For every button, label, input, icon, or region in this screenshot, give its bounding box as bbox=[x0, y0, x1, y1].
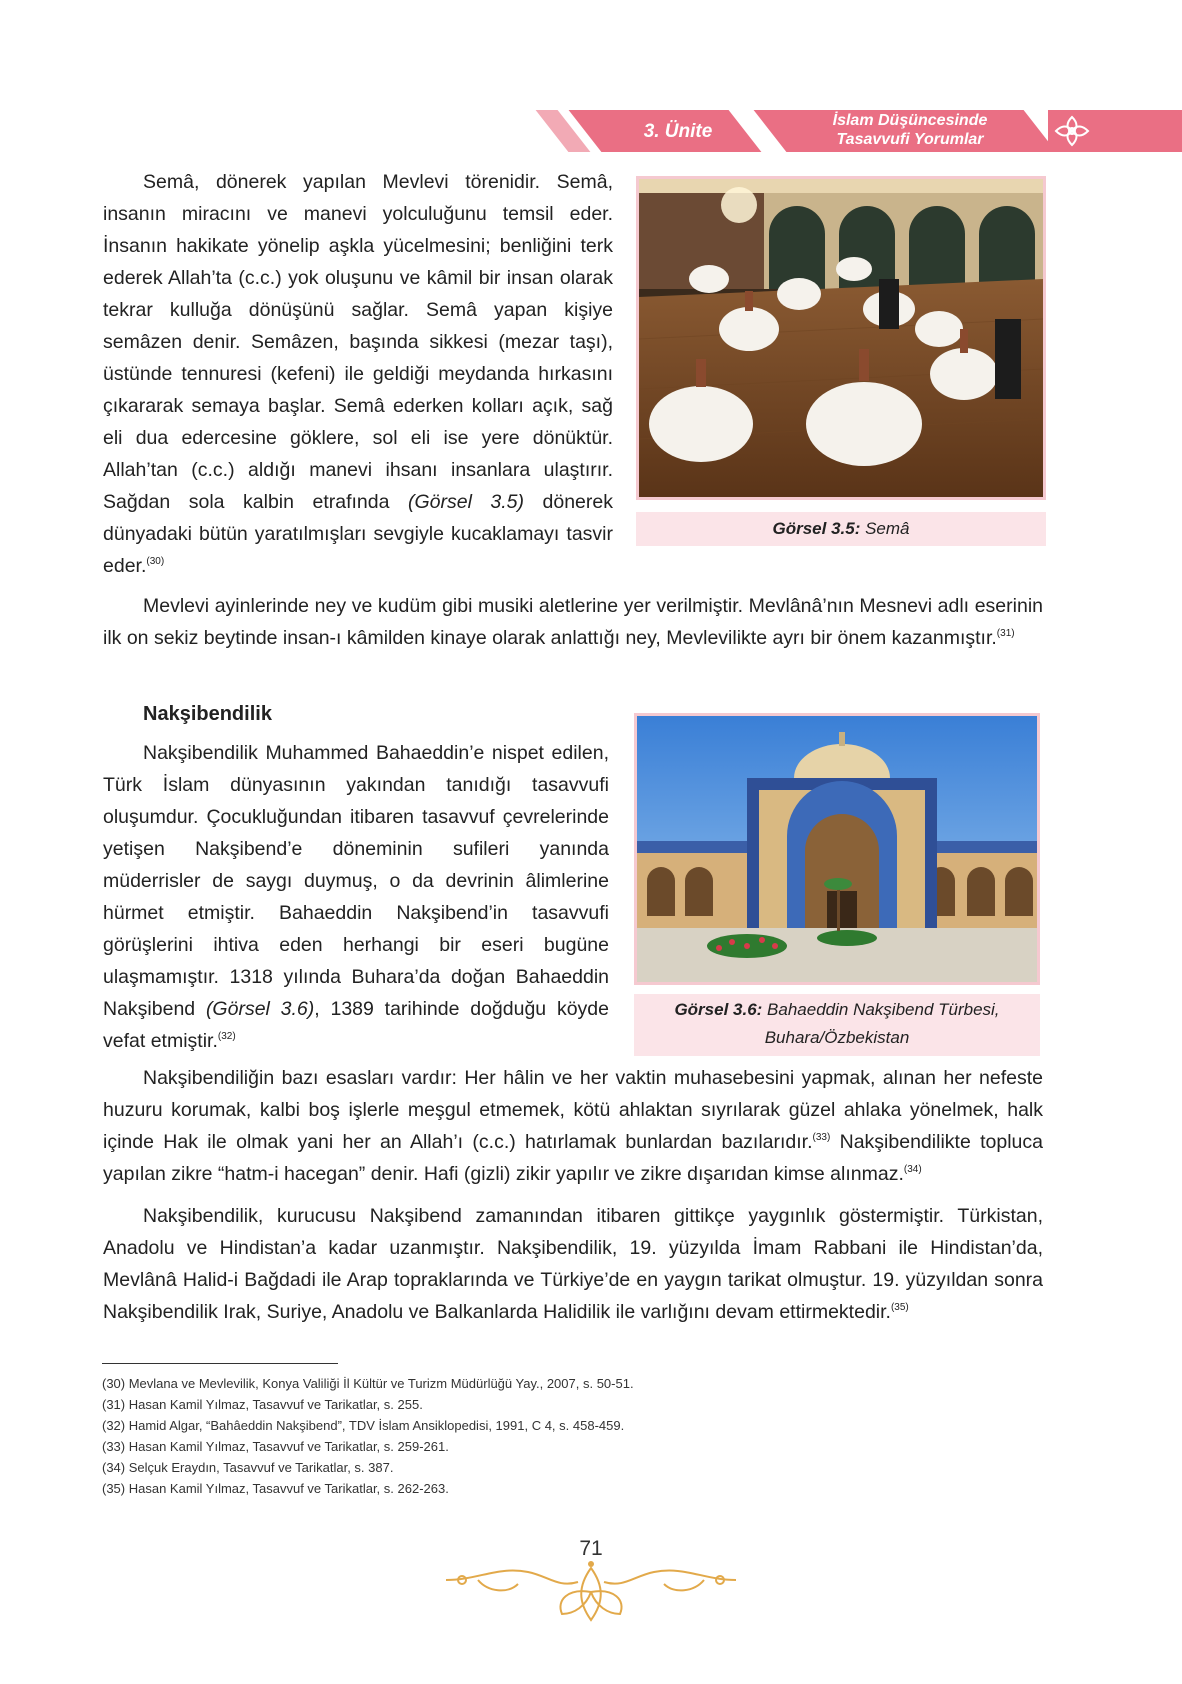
figure-3-6-caption bbox=[634, 994, 1040, 1056]
sema-paragraph bbox=[103, 166, 613, 582]
sema-photo bbox=[636, 176, 1046, 500]
figure-3-5-caption bbox=[636, 512, 1046, 546]
figure-3-6-caption-line1 bbox=[634, 996, 1040, 1024]
section-heading: Nakşibendilik bbox=[143, 703, 272, 725]
footnote-marker-35: (35) bbox=[890, 1302, 909, 1313]
footnote-divider bbox=[102, 1363, 338, 1364]
figure-3-5-text: Semâ bbox=[860, 519, 910, 538]
footnote-35: (35) Hasan Kamil Yılmaz, Tasavvuf ve Tarikatlar, s. 262-263. bbox=[102, 1481, 449, 1496]
footnote-31: (31) Hasan Kamil Yılmaz, Tasavvuf ve Tarikatlar, s. 255. bbox=[102, 1397, 423, 1412]
footnote-32: (32) Hamid Algar, “Bahâeddin Nakşibend”, TDV İslam Ansiklopedisi, 1991, C 4, s. 458-459. bbox=[102, 1418, 625, 1433]
footnote-30: (30) Mevlana ve Mevlevilik, Konya Valiliği İl Kültür ve Turizm Müdürlüğü Yay., 2007, s. 50-51. bbox=[102, 1376, 634, 1391]
figure-3-6-caption-line2: Buhara/Özbekistan bbox=[764, 1028, 910, 1047]
figure-ref-3-5: (Görsel 3.5) bbox=[407, 491, 525, 513]
floral-ornament-icon bbox=[438, 1558, 744, 1628]
unit-topic-line2: Tasavvufi Yorumlar bbox=[836, 131, 984, 148]
footnote-33: (33) Hasan Kamil Yılmaz, Tasavvuf ve Tarikatlar, s. 259-261. bbox=[102, 1439, 449, 1454]
yayilma-text: Nakşibendilik, kurucusu Nakşibend zamanından itibaren gittikçe yaygınlık göstermiştir. Türkistan, Anadolu ve Hindistan’a kadar uzanmıştır. Nakşibendilik, 19. yüzyılda İmam Rabbani ile Hindistan’da, Mevlânâ Halid-i Bağdadi ile Arap topraklarında ve Türkiye’de en yaygın tarikat olmuştur. 19. yüzyıldan sonra Nakşibendilik Irak, Suriye, Anadolu ve Balkanlarda Halidilik ile varlığını devam ettirmektedir. bbox=[103, 1205, 1043, 1323]
footnote-marker-34: (34) bbox=[903, 1164, 922, 1175]
naksibendilik-text: Nakşibendilik Muhammed Bahaeddin’e nispet edilen, Türk İslam dünyasının yakından tanıdığı tasavvufi oluşumdur. Çocukluğundan itibaren tasavvuf çevrelerinde yetişen Nakşibend’e döneminin sufileri yanında müderrisler de saygı duymuş, o da devrinin âlimlerine hürmet etmiştir. Bahaeddin Nakşibend’in tasavvufi görüşlerini ihtiva eden herhangi bir eseri bugüne ulaşmamıştır. 1318 yılında Buhara’da doğan Bahaeddin Nakşibend bbox=[103, 742, 609, 1020]
footnote-marker-31: (31) bbox=[996, 628, 1015, 639]
esaslar-text-end: Nakşibendilikte topluca yapılan zikre “hatm-i hacegan” denir. Hafi (gizli) zikir yapılır ve zikre dışarıdan kimse alınmaz. bbox=[103, 1131, 1043, 1185]
sema-text-end: dönerek dünyadaki bütün yaratılmışları sevgiyle kucaklamayı tasvir eder. bbox=[103, 491, 613, 577]
esaslar-paragraph bbox=[103, 1062, 1043, 1190]
flower-ornament-icon bbox=[1050, 111, 1094, 151]
footnote-marker-32: (32) bbox=[217, 1031, 236, 1042]
footnote-marker-30: (30) bbox=[146, 556, 165, 567]
unit-topic bbox=[790, 111, 1030, 149]
footnote-34: (34) Selçuk Eraydın, Tasavvuf ve Tarikatlar, s. 387. bbox=[102, 1460, 394, 1475]
ney-text: Mevlevi ayinlerinde ney ve kudüm gibi musiki aletlerine yer verilmiştir. Mevlânâ’nın Mesnevi adlı eserinin ilk on sekiz beytinde insan-ı kâmilden kinaye olarak anlattığı ney, Mevlevilikte ayrı bir önem kazanmıştır. bbox=[103, 595, 1043, 649]
footnote-marker-33: (33) bbox=[812, 1132, 831, 1143]
page-number: 71 bbox=[579, 1537, 603, 1560]
naksibendilik-text-end: , 1389 tarihinde doğduğu köyde vefat etmiştir. bbox=[103, 998, 609, 1052]
yayilma-paragraph bbox=[103, 1200, 1043, 1328]
unit-topic-line1: İslam Düşüncesinde bbox=[832, 112, 988, 129]
unit-label: 3. Ünite bbox=[643, 121, 713, 142]
figure-ref-3-6: (Görsel 3.6) bbox=[205, 998, 315, 1020]
sema-text: Semâ, dönerek yapılan Mevlevi törenidir. Semâ, insanın miracını ve manevi yolculuğunu temsil eder. İnsanın hakikate yönelip aşkla yücelmesini; benliğini terk ederek Allah’ta (c.c.) yok oluşunu ve kâmil bir insan olarak tekrar kulluğa dönüşünü sağlar. Semâ yapan kişiye semâzen denir. Semâzen, başında sikkesi (mezar taşı), üstünde tennuresi (kefeni) ile geldiği meydanda hırkasını çıkararak semaya başlar. Semâ ederken kolları açık, sağ eli dua edercesine göklere, sol eli ise yere dönüktür. Allah’tan (c.c.) aldığı manevi ihsanı insanlara ulaştırır. Sağdan sola kalbin etrafında bbox=[103, 171, 613, 513]
sema-illustration bbox=[639, 179, 1043, 497]
naksibendilik-paragraph bbox=[103, 737, 609, 1057]
esaslar-text: Nakşibendiliğin bazı esasları vardır: Her hâlin ve her vaktin muhasebesini yapmak, alınan her nefeste huzuru korumak, kalbi boş işlerle meşgul etmemek, kötü ahlaktan sıyrılarak güzel ahlaka yönelmek, halk içinde Hak ile olmak yani her an Allah’ı (c.c.) hatırlamak bunlardan bazılarıdır. bbox=[103, 1067, 1043, 1153]
tomb-illustration bbox=[637, 716, 1037, 982]
tomb-photo bbox=[634, 713, 1040, 985]
ney-paragraph bbox=[103, 590, 1043, 654]
figure-3-6-label: Görsel 3.6: bbox=[674, 1000, 763, 1019]
figure-3-5-label: Görsel 3.5: bbox=[772, 519, 861, 538]
figure-3-6-text: Bahaeddin Nakşibend Türbesi, bbox=[762, 1000, 1000, 1019]
